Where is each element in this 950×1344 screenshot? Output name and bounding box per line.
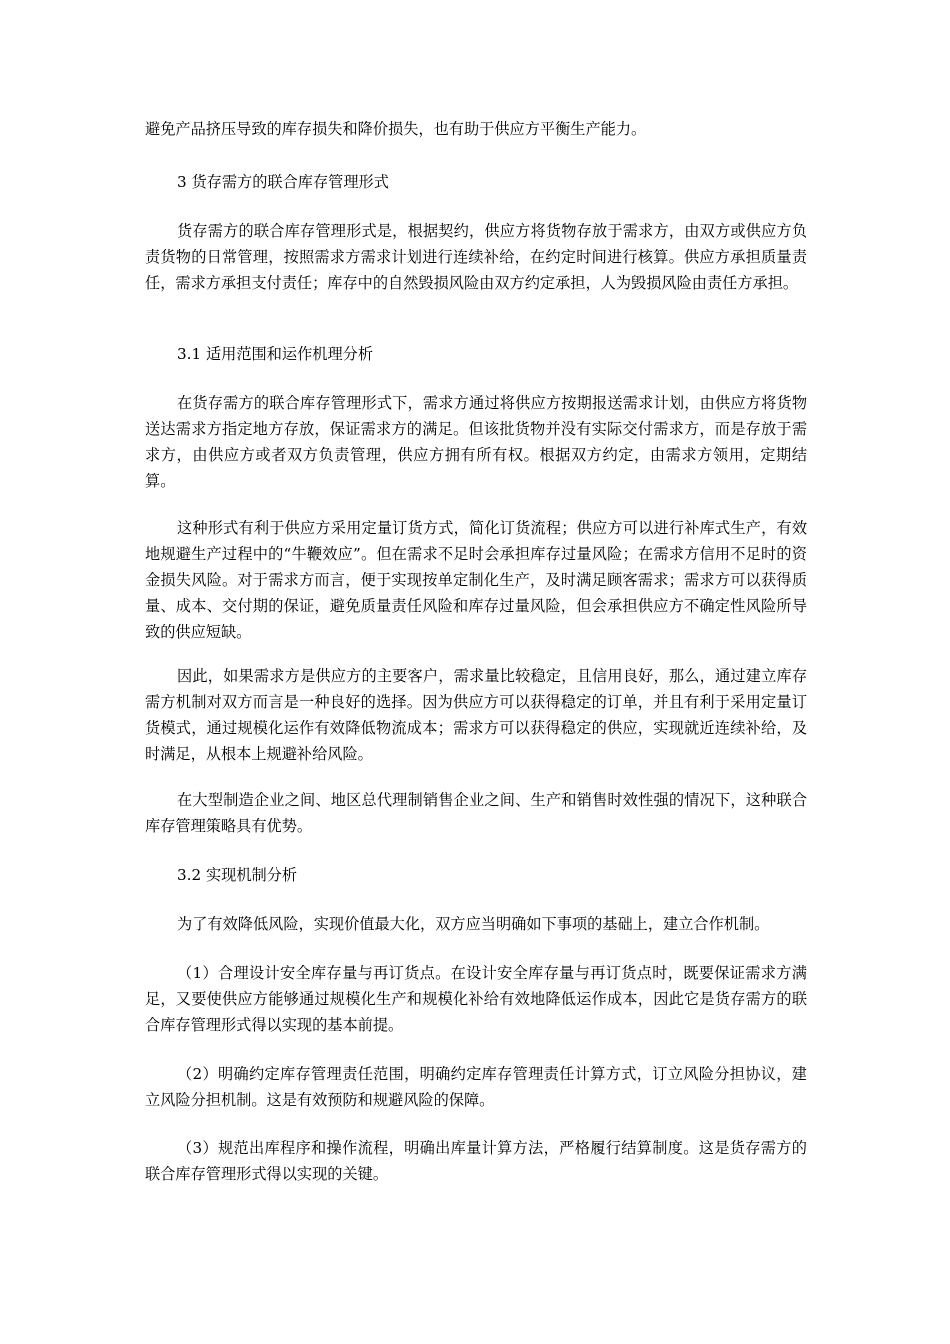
paragraph-intro: 避免产品挤压导致的库存损失和降价损失，也有助于供应方平衡生产能力。 — [145, 120, 647, 138]
subsection-heading-3-1: 3.1 适用范围和运作机理分析 — [177, 345, 374, 363]
paragraph-mechanism: 在货存需方的联合库存管理形式下，需求方通过将供应方按期报送需求计划，由供应方将货物送达需求方指定地方存放，保证需求方的满足。但该批货物并没有实际交付需求方，而是存放于需求方，由供应方或者双方负责管理，供应方拥有所有权。根据双方约定，由需求方领用，定期结算。 — [145, 394, 807, 490]
section-heading-3: 3 货存需方的联合库存管理形式 — [177, 173, 389, 191]
paragraph-scope: 在大型制造企业之间、地区总代理制销售企业之间、生产和销售时效性强的情况下，这种联合库存管理策略具有优势。 — [145, 791, 807, 835]
list-item-3: （3）规范出库程序和操作流程，明确出库量计算方法，严格履行结算制度。这是货存需方的联合库存管理形式得以实现的关键。 — [145, 1139, 807, 1183]
list-item-2: （2）明确约定库存管理责任范围，明确约定库存管理责任计算方式，订立风险分担协议，建立风险分担机制。这是有效预防和规避风险的保障。 — [145, 1065, 807, 1109]
paragraph-definition: 货存需方的联合库存管理形式是，根据契约，供应方将货物存放于需求方，由双方或供应方负责货物的日常管理，按照需求方需求计划进行连续补给，在约定时间进行核算。供应方承担质量责任，需求方承担支付责任；库存中的自然毁损风险由双方约定承担，人为毁损风险由责任方承担。 — [145, 222, 807, 292]
subsection-heading-3-2: 3.2 实现机制分析 — [177, 866, 298, 884]
paragraph-goal: 为了有效降低风险，实现价值最大化，双方应当明确如下事项的基础上，建立合作机制。 — [177, 915, 770, 933]
paragraph-therefore: 因此，如果需求方是供应方的主要客户，需求量比较稳定，且信用良好，那么，通过建立库存需方机制对双方而言是一种良好的选择。因为供应方可以获得稳定的订单，并且有利于采用定量订货模式，通过规模化运作有效降低物流成本；需求方可以获得稳定的供应，实现就近连续补给，及时满足，从根本上规避补给风险。 — [145, 667, 807, 763]
list-item-1: （1）合理设计安全库存量与再订货点。在设计安全库存量与再订货点时，既要保证需求方满足，又要使供应方能够通过规模化生产和规模化补给有效地降低运作成本，因此它是货存需方的联合库存管理形式得以实现的基本前提。 — [145, 964, 807, 1034]
paragraph-advantages: 这种形式有利于供应方采用定量订货方式，简化订货流程；供应方可以进行补库式生产，有效地规避生产过程中的“牛鞭效应”。但在需求不足时会承担库存过量风险；在需求方信用不足时的资金损失风险。对于需求方而言，便于实现按单定制化生产，及时满足顾客需求；需求方可以获得质量、成本、交付期的保证，避免质量责任风险和库存过量风险，但会承担供应方不确定性风险所导致的供应短缺。 — [145, 519, 807, 641]
